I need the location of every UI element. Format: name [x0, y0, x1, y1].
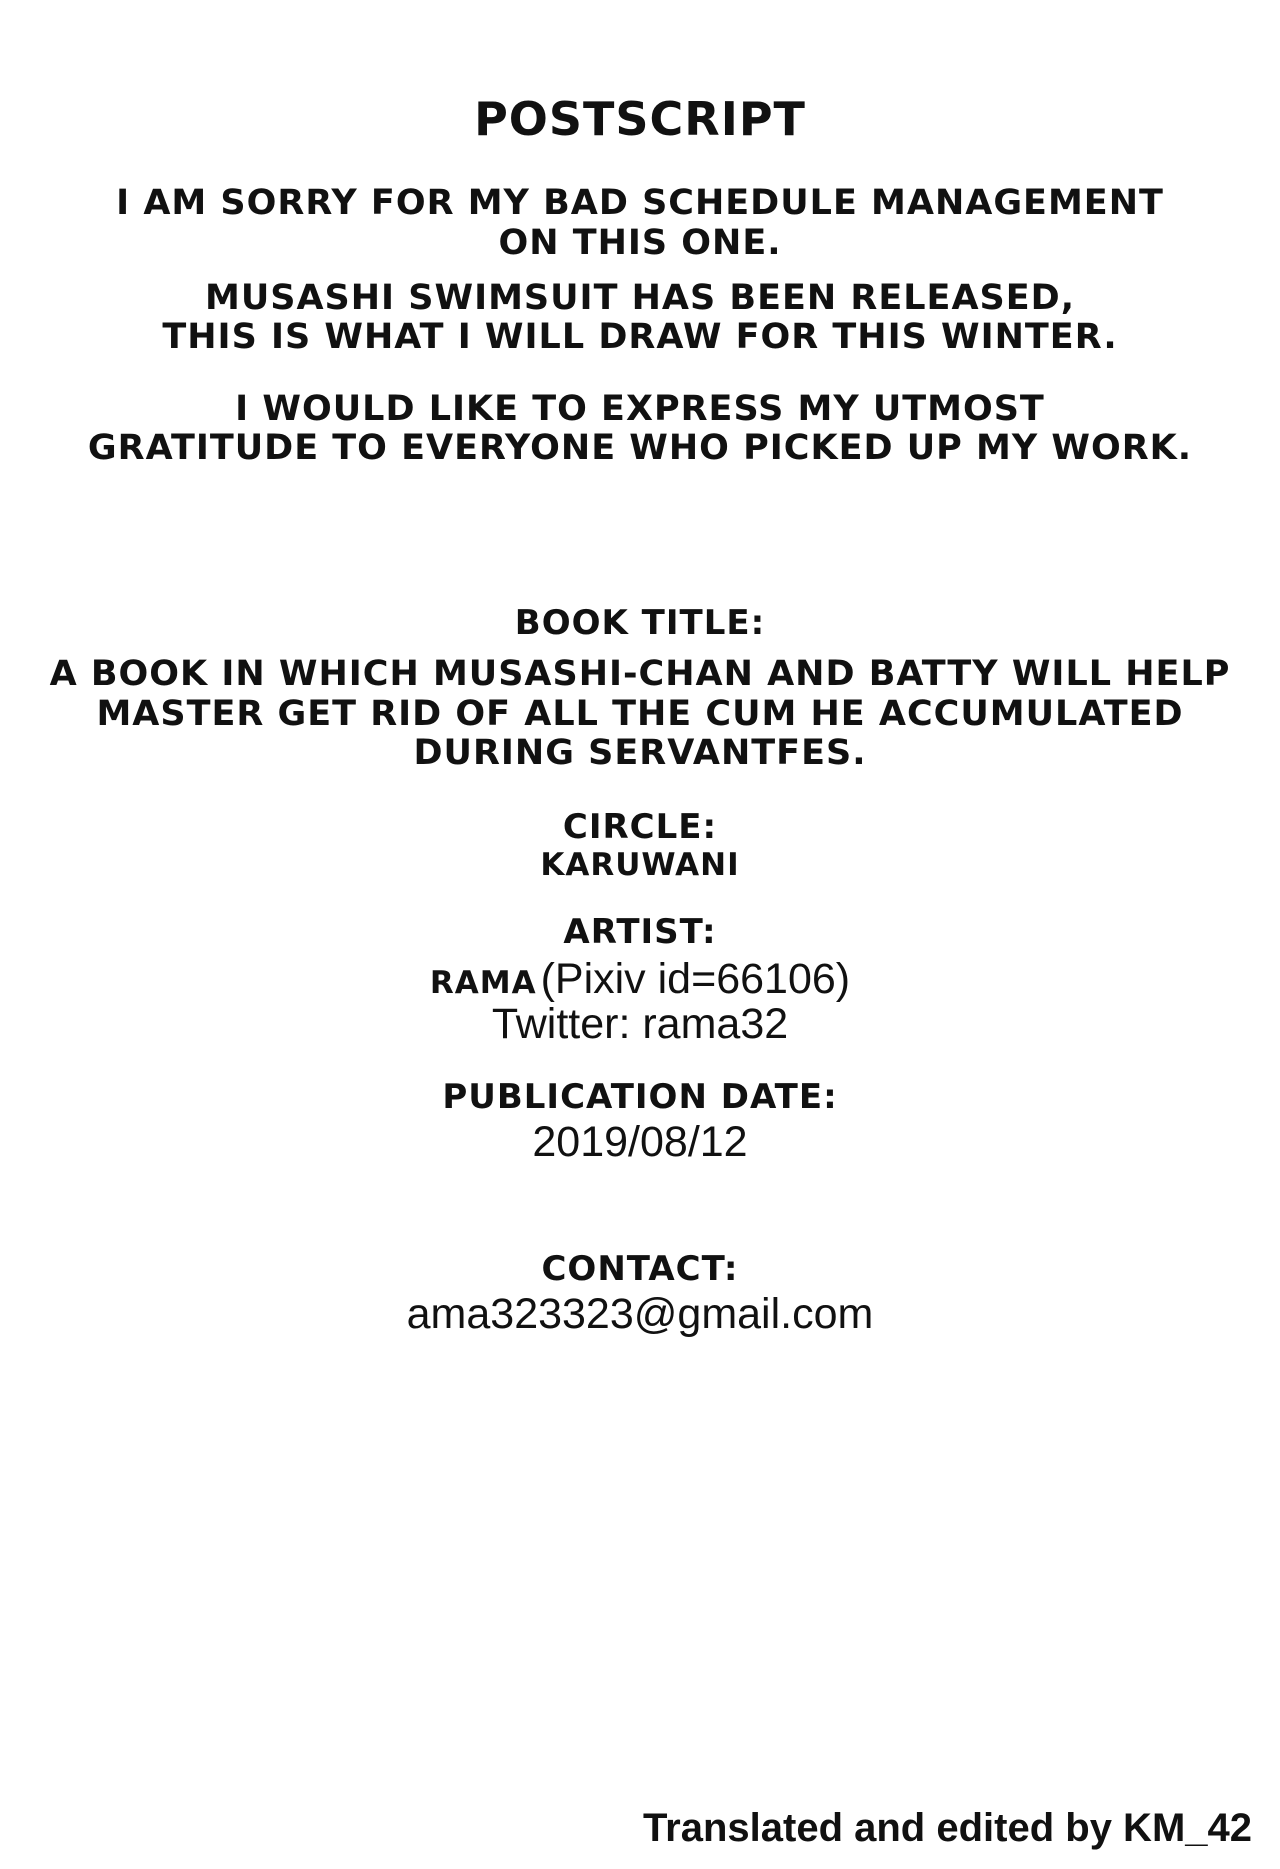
- publication-date-label: PUBLICATION DATE:: [442, 1077, 838, 1117]
- postscript-paragraph-3-line-1: I WOULD LIKE TO EXPRESS MY UTMOST: [235, 389, 1045, 429]
- contact-label: CONTACT:: [541, 1249, 739, 1289]
- contact-email: ama323323@gmail.com: [406, 1290, 874, 1338]
- book-title-line-2: MASTER GET RID OF ALL THE CUM HE ACCUMULATED: [96, 694, 1184, 734]
- artist-twitter: Twitter: rama32: [491, 1000, 789, 1048]
- postscript-paragraph-2-line-2: THIS IS WHAT I WILL DRAW FOR THIS WINTER.: [162, 317, 1118, 357]
- translation-credit: Translated and edited by KM_42: [642, 1806, 1252, 1850]
- circle-value: KARUWANI: [540, 847, 740, 883]
- book-title-line-1: A BOOK IN WHICH MUSASHI-CHAN AND BATTY WILL HELP: [49, 654, 1231, 694]
- artist-name: RAMA: [429, 965, 537, 1001]
- book-title-label: BOOK TITLE:: [514, 603, 766, 643]
- page-title: POSTSCRIPT: [474, 92, 806, 146]
- postscript-paragraph-3-line-2: GRATITUDE TO EVERYONE WHO PICKED UP MY WORK.: [87, 428, 1193, 468]
- publication-date-value: 2019/08/12: [532, 1118, 748, 1166]
- circle-label: CIRCLE:: [562, 807, 718, 847]
- artist-line: [0, 955, 1280, 1003]
- postscript-paragraph-2-line-1: MUSASHI SWIMSUIT HAS BEEN RELEASED,: [205, 278, 1075, 318]
- postscript-paragraph-1-line-1: I AM SORRY FOR MY BAD SCHEDULE MANAGEMENT: [116, 183, 1164, 223]
- artist-pixiv-id: (Pixiv id=66106): [540, 955, 851, 1003]
- book-title-line-3: DURING SERVANTFES.: [413, 733, 867, 773]
- postscript-paragraph-1-line-2: ON THIS ONE.: [498, 223, 782, 263]
- artist-label: ARTIST:: [563, 912, 717, 952]
